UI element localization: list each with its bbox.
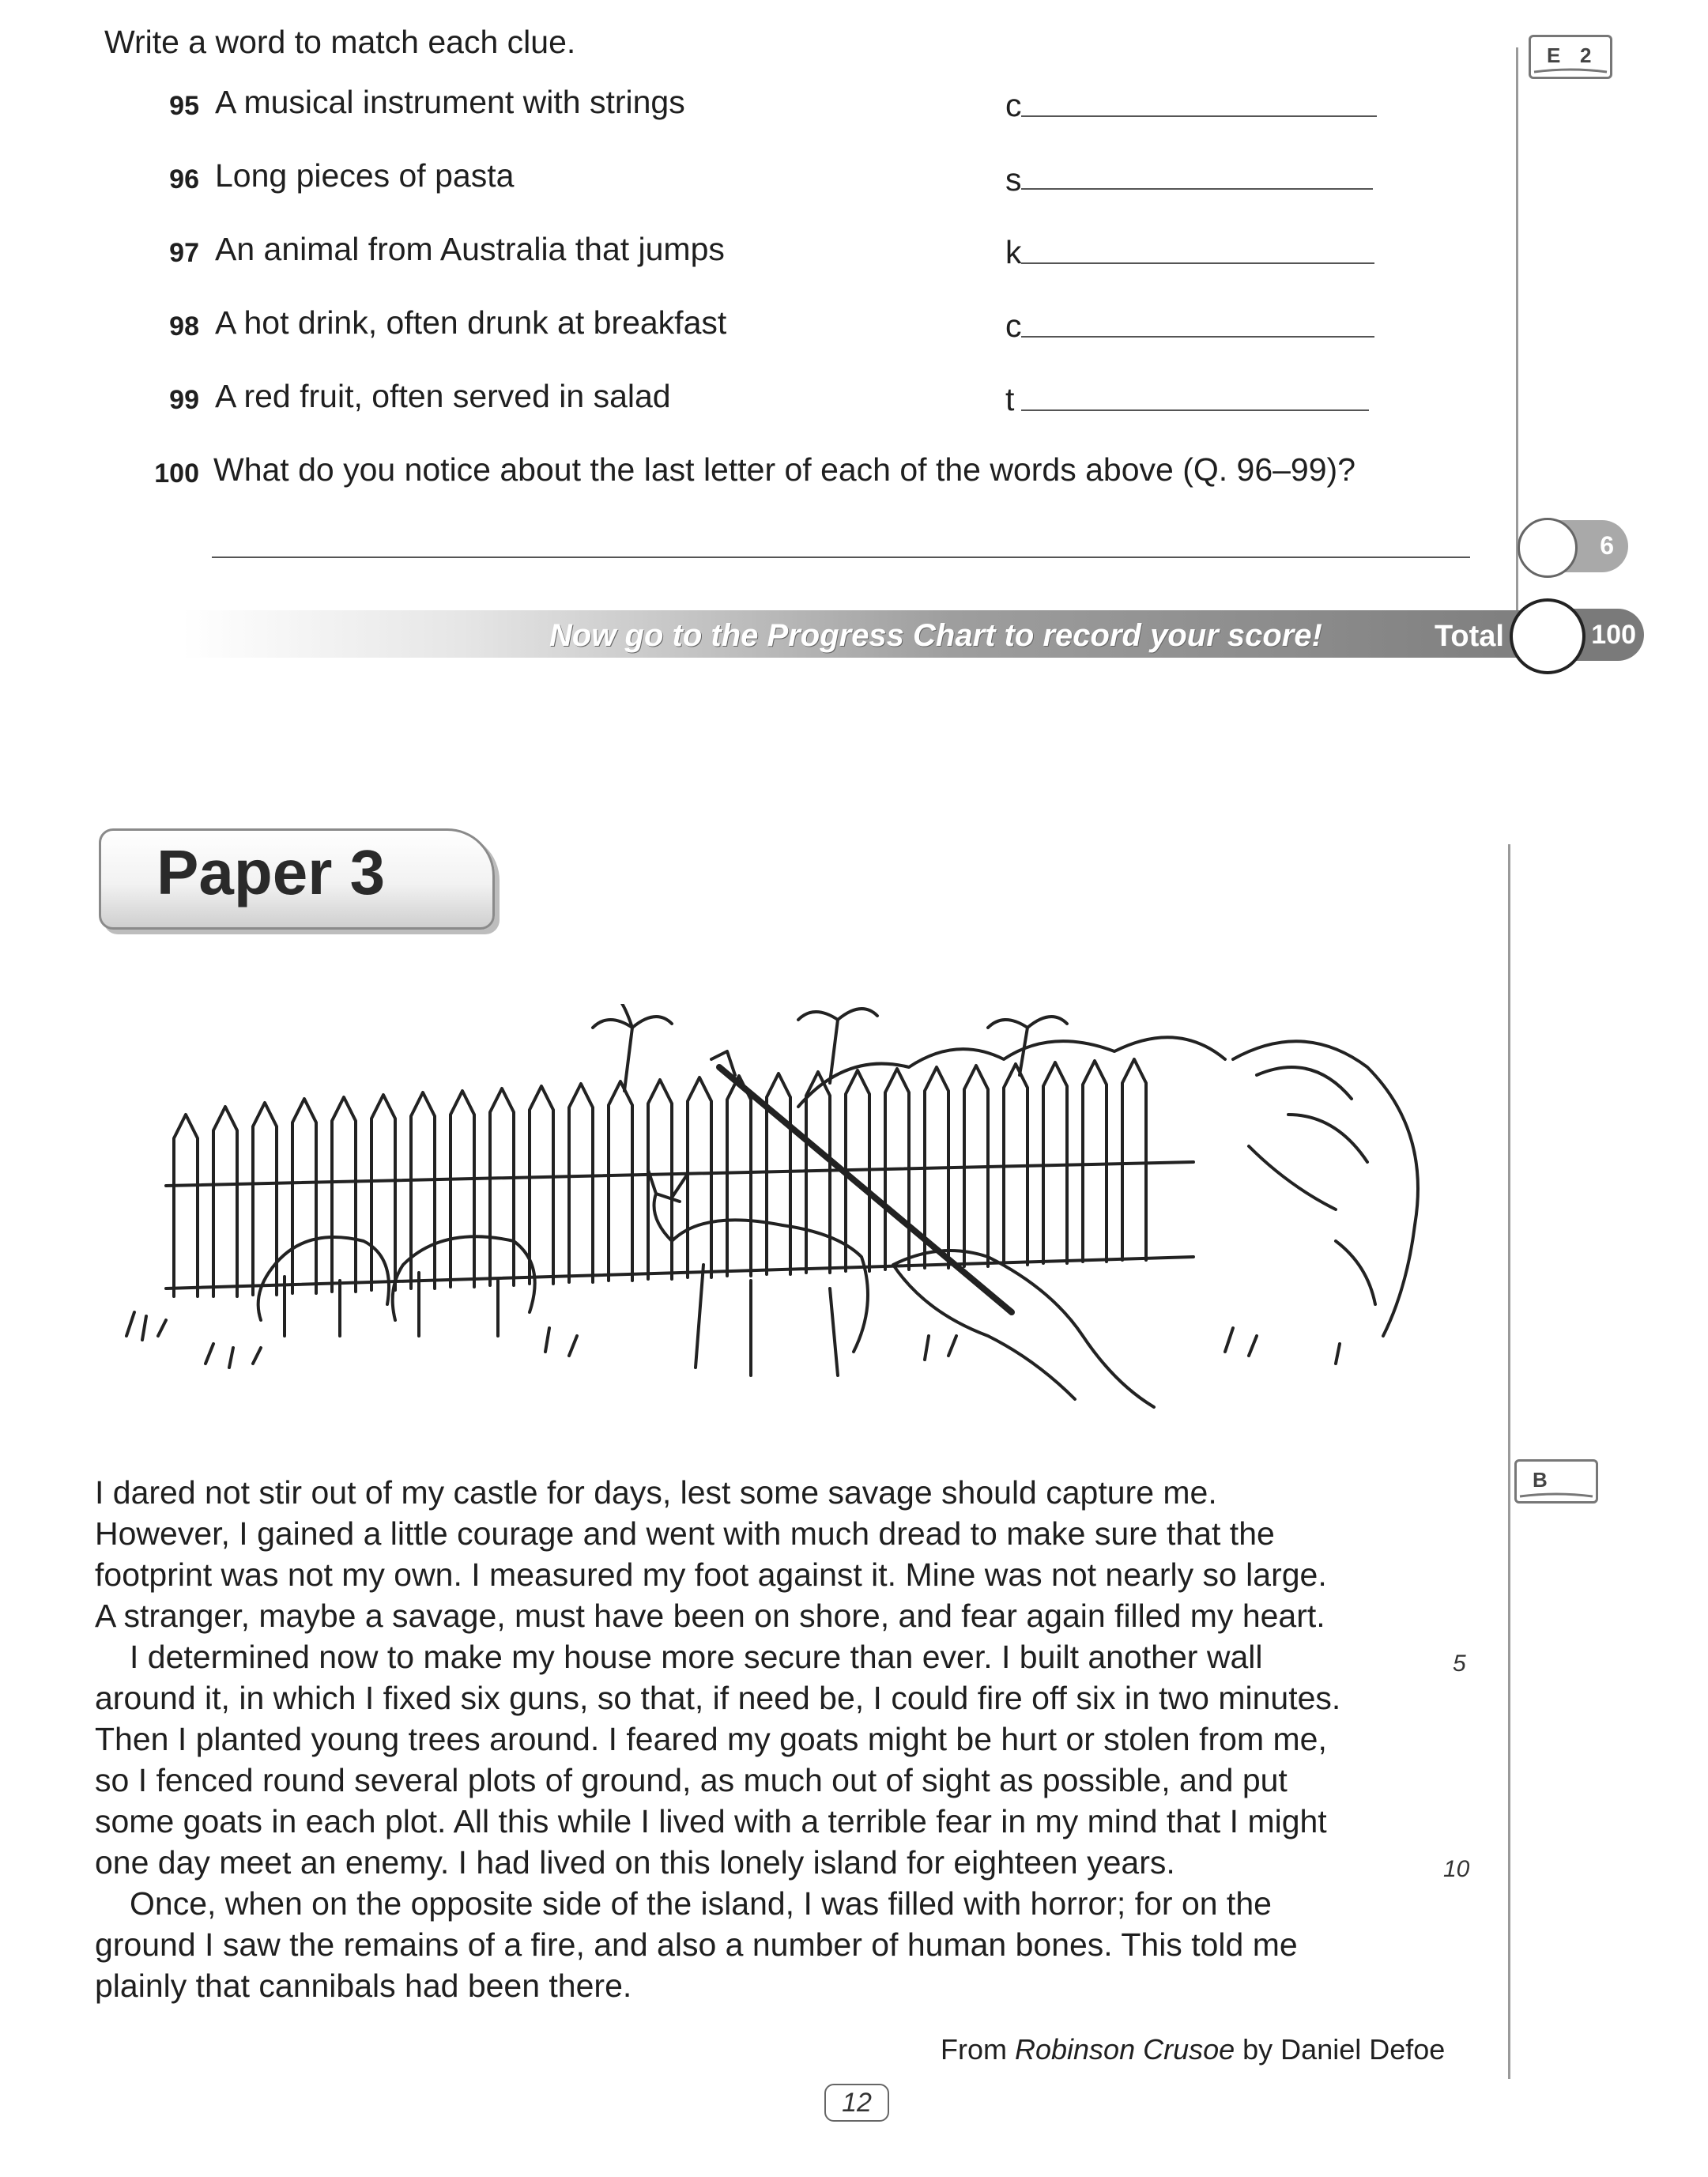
- paragraph-2: [95, 1636, 1423, 1883]
- passage-line: one day meet an enemy. I had lived on this lonely island for eighteen years.: [95, 1844, 1175, 1881]
- score-max: 6: [1600, 531, 1614, 560]
- answer-first-letter: k: [1005, 234, 1022, 270]
- margin-rule: [1508, 844, 1510, 2079]
- question-clue: A red fruit, often served in salad: [215, 378, 671, 414]
- answer-first-letter: s: [1005, 161, 1022, 198]
- illustration-robinson-crusoe-goats: [103, 1004, 1462, 1415]
- paragraph-1: [95, 1472, 1423, 1636]
- question-number: 95: [169, 91, 199, 121]
- passage-line: some goats in each plot. All this while I lived with a terrible fear in my mind that I might: [95, 1803, 1327, 1839]
- total-label: Total: [1435, 620, 1504, 653]
- question-number: 97: [169, 238, 199, 268]
- source-title: Robinson Crusoe: [1015, 2033, 1235, 2066]
- question-number: 100: [154, 458, 199, 489]
- question-clue: Long pieces of pasta: [215, 157, 515, 194]
- section-badge-b: [1514, 1459, 1598, 1504]
- total-score-box[interactable]: [1510, 598, 1585, 674]
- passage-line: I dared not stir out of my castle for days, lest some savage should capture me.: [95, 1474, 1217, 1511]
- passage-line: However, I gained a little courage and went with much dread to make sure that the: [95, 1515, 1275, 1552]
- answer-first-letter: c: [1005, 87, 1022, 123]
- question-number: 99: [169, 385, 199, 415]
- section-badge-e2: [1529, 35, 1612, 79]
- score-box[interactable]: [1518, 518, 1578, 578]
- passage-line: footprint was not my own. I measured my foot against it. Mine was not nearly so large.: [95, 1556, 1327, 1593]
- reading-passage: [95, 1472, 1423, 2006]
- instruction: Write a word to match each clue.: [104, 24, 576, 60]
- answer-first-letter: t: [1005, 381, 1015, 417]
- passage-line: A stranger, maybe a savage, must have been on shore, and fear again filled my heart.: [95, 1598, 1325, 1634]
- answer-line[interactable]: [1021, 409, 1369, 411]
- page-number: 12: [824, 2084, 889, 2122]
- passage-line: around it, in which I fixed six guns, so that, if need be, I could fire off six in two minutes.: [95, 1680, 1341, 1716]
- question-text: What do you notice about the last letter of each of the words above (Q. 96–99)?: [213, 451, 1355, 488]
- source-author: by Daniel Defoe: [1235, 2033, 1446, 2066]
- paper-title: Paper 3: [156, 837, 386, 907]
- answer-line[interactable]: [1021, 336, 1374, 338]
- total-max: 100: [1591, 620, 1636, 650]
- line-number-5: 5: [1453, 1651, 1466, 1677]
- passage-source: [941, 2033, 1445, 2066]
- answer-first-letter: c: [1005, 307, 1022, 344]
- badge-number: 2: [1580, 43, 1592, 67]
- book-icon: [1517, 1462, 1596, 1501]
- passage-line: Once, when on the opposite side of the island, I was filled with horror; for on the: [130, 1885, 1272, 1922]
- question-clue: A musical instrument with strings: [215, 84, 685, 120]
- question-number: 96: [169, 164, 199, 194]
- question-clue: A hot drink, often drunk at breakfast: [215, 304, 727, 341]
- answer-line[interactable]: [1021, 262, 1374, 264]
- passage-line: so I fenced round several plots of ground, as much out of sight as possible, and put: [95, 1762, 1288, 1798]
- passage-line: Then I planted young trees around. I feared my goats might be hurt or stolen from me,: [95, 1721, 1327, 1757]
- passage-line: ground I saw the remains of a fire, and also a number of human bones. This told me: [95, 1926, 1298, 1963]
- answer-line[interactable]: [212, 557, 1470, 558]
- answer-line[interactable]: [1021, 188, 1373, 190]
- passage-line: I determined now to make my house more secure than ever. I built another wall: [130, 1639, 1263, 1675]
- question-number: 98: [169, 311, 199, 341]
- progress-message: Now go to the Progress Chart to record your score!: [549, 618, 1322, 653]
- paragraph-3: [95, 1883, 1423, 2006]
- line-number-10: 10: [1443, 1856, 1470, 1882]
- answer-line[interactable]: [1021, 115, 1377, 117]
- book-icon: [1531, 37, 1610, 77]
- source-prefix: From: [941, 2033, 1015, 2066]
- question-clue: An animal from Australia that jumps: [215, 231, 725, 267]
- badge-letter: B: [1533, 1468, 1548, 1492]
- passage-line: plainly that cannibals had been there.: [95, 1968, 632, 2004]
- badge-letter: E: [1547, 43, 1561, 67]
